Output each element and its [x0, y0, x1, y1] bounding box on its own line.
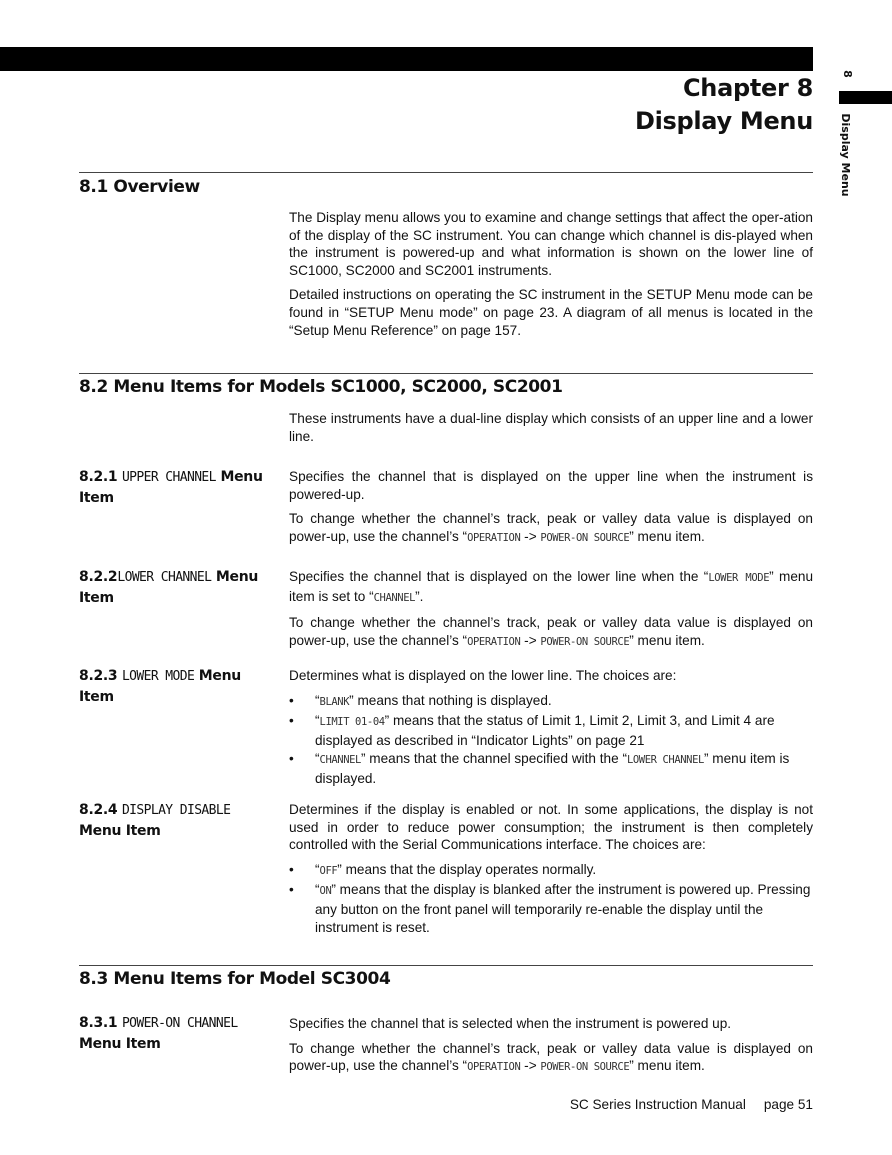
menu-code: LIMIT 01-04 — [319, 716, 385, 729]
subsection-number: 8.2.3 — [79, 668, 122, 684]
bullet-icon: • — [289, 751, 294, 767]
paragraph: Specifies the channel that is displayed on the upper line when the instrument is powered-up. — [289, 469, 813, 502]
paragraph: Determines what is displayed on the lower line. The choices are: — [289, 668, 677, 683]
subsection-number: 8.2.4 — [79, 802, 122, 818]
page-footer — [570, 1097, 813, 1112]
subsection-heading-8-2-2 — [79, 567, 279, 608]
page-number: page 51 — [763, 1097, 813, 1112]
subsection-title: Menu Item — [79, 569, 259, 606]
section-intro-8-2 — [289, 410, 813, 452]
paragraph: The Display menu allows you to examine and change settings that affect the oper-ation of the display of the SC instrument. You can change which channel is dis-played when the instrument is powered-up and what information is shown on the lower line of SC1000, SC2000 and SC2001 instruments. — [289, 210, 813, 278]
list-item: • “LIMIT 01-04” means that the status of Limit 1, Limit 2, Limit 3, and Limit 4 are displayed as described in “Indicator Lights” on page 21 — [289, 713, 775, 748]
bullet-icon: • — [289, 692, 294, 708]
paragraph: Determines if the display is enabled or not. In some applications, the display is not used in order to reduce power consumption; the instrument is then completely controlled with the Serial Communications interface. The choices are: — [289, 802, 813, 853]
chapter-title — [635, 72, 813, 138]
bullet-icon: • — [289, 713, 294, 729]
menu-code: OPERATION — [467, 531, 521, 544]
subsection-body-8-2-2 — [289, 568, 813, 658]
subsection-heading-8-2-1 — [79, 467, 279, 508]
menu-code: LOWER MODE — [708, 572, 770, 584]
subsection-number: 8.3.1 — [79, 1015, 122, 1031]
choice-list — [289, 861, 813, 936]
section-body-8-1 — [289, 209, 813, 346]
subsection-heading-8-2-4 — [79, 800, 279, 841]
subsection-number: 8.2.2 — [79, 569, 118, 585]
menu-code: CHANNEL — [319, 754, 361, 767]
subsection-title: Menu Item — [79, 1036, 161, 1052]
menu-code: POWER-ON SOURCE — [540, 1061, 630, 1074]
subsection-number: 8.2.1 — [79, 469, 122, 485]
section-heading-8-2: 8.2 Menu Items for Models SC1000, SC2000, SC2001 — [79, 377, 563, 397]
list-item: • “ON” means that the display is blanked after the instrument is powered up. Pressing any button on the front panel will temporarily re-enable the display until the instrument is reset. — [289, 882, 811, 935]
subsection-body-8-2-4 — [289, 801, 813, 937]
paragraph: Detailed instructions on operating the SC instrument in the SETUP Menu mode can be found in “SETUP Menu mode” on page 23. A diagram of all menus is located in the “Setup Menu Reference” on page 157. — [289, 287, 813, 338]
section-heading-8-3: 8.3 Menu Items for Model SC3004 — [79, 969, 391, 989]
section-heading-8-1: 8.1 Overview — [79, 177, 200, 197]
paragraph: These instruments have a dual-line display which consists of an upper line and a lower line. — [289, 411, 813, 444]
paragraph: Specifies the channel that is displayed on the lower line when the “LOWER MODE” menu item is set to “CHANNEL”. — [289, 569, 814, 604]
list-item: • “CHANNEL” means that the channel specified with the “LOWER CHANNEL” menu item is displayed. — [289, 751, 790, 786]
subsection-title: Menu Item — [79, 823, 161, 839]
side-chapter-label: Display Menu — [839, 113, 852, 197]
menu-code: OPERATION — [467, 635, 521, 648]
menu-code: UPPER CHANNEL — [121, 470, 216, 485]
menu-code: CHANNEL — [373, 591, 416, 604]
menu-code: POWER-ON SOURCE — [540, 635, 630, 648]
section-divider — [79, 965, 813, 966]
chapter-number: Chapter 8 — [682, 74, 813, 102]
subsection-title: Menu Item — [79, 469, 263, 506]
paragraph: Specifies the channel that is selected when the instrument is powered up. — [289, 1016, 732, 1031]
subsection-title: Menu Item — [79, 668, 241, 705]
bullet-icon: • — [289, 882, 294, 898]
menu-code: LOWER CHANNEL — [626, 754, 704, 767]
section-divider — [79, 373, 813, 374]
paragraph: To change whether the channel’s track, peak or valley data value is displayed on power-up, use the channel’s “OPERATION -> POWER-ON SOURCE” menu item. — [289, 1040, 813, 1074]
menu-code: LOWER CHANNEL — [117, 570, 212, 585]
menu-code: LOWER MODE — [121, 669, 195, 684]
section-divider — [79, 172, 813, 173]
subsection-body-8-2-3 — [289, 667, 813, 789]
paragraph: To change whether the channel’s track, peak or valley data value is displayed on power-up, use the channel’s “OPERATION -> POWER-ON SOURCE” menu item. — [289, 615, 813, 648]
header-bar — [0, 47, 813, 71]
choice-list — [289, 692, 813, 788]
side-chapter-number: 8 — [841, 70, 854, 78]
menu-code: OFF — [319, 864, 338, 877]
menu-code: DISPLAY DISABLE — [121, 803, 231, 818]
menu-code: BLANK — [319, 695, 350, 708]
menu-code: POWER-ON SOURCE — [540, 531, 630, 544]
paragraph: To change whether the channel’s track, peak or valley data value is displayed on power-up, use the channel’s “OPERATION -> POWER-ON SOURCE” menu item. — [289, 511, 813, 544]
subsection-body-8-2-1 — [289, 468, 813, 554]
chapter-name: Display Menu — [634, 107, 813, 135]
manual-title: SC Series Instruction Manual — [569, 1097, 746, 1112]
menu-code: ON — [319, 885, 332, 898]
subsection-heading-8-3-1 — [79, 1013, 279, 1054]
menu-code: POWER-ON CHANNEL — [121, 1016, 238, 1031]
subsection-body-8-3-1 — [289, 1015, 813, 1084]
list-item: • “BLANK” means that nothing is displayed. — [289, 692, 552, 708]
menu-code: OPERATION — [467, 1061, 521, 1074]
list-item: • “OFF” means that the display operates normally. — [289, 861, 597, 877]
bullet-icon: • — [289, 861, 294, 877]
subsection-heading-8-2-3 — [79, 666, 279, 707]
